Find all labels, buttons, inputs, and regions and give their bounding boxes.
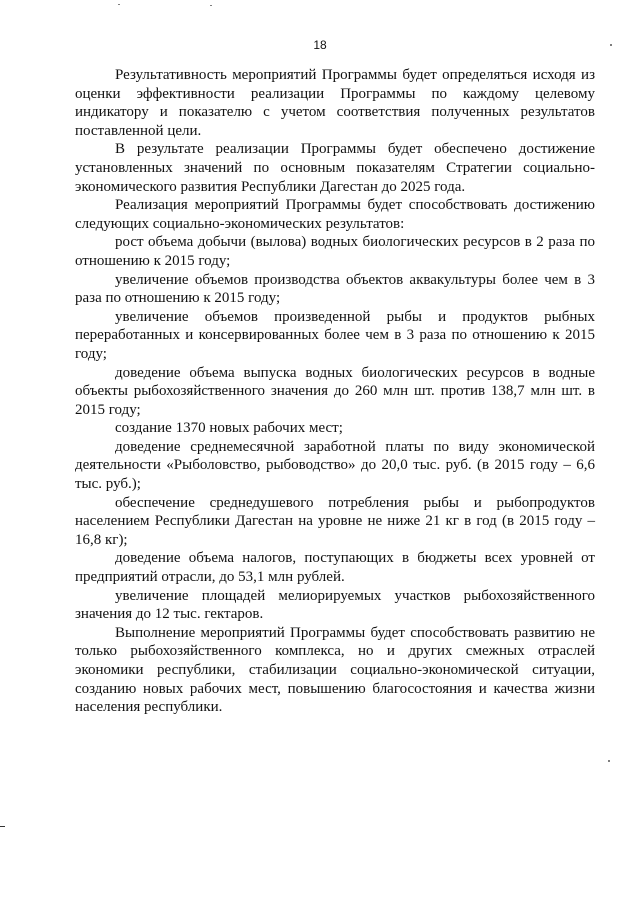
list-item: увеличение объемов производства объектов аквакультуры более чем в 3 раза по отношению к 2015 году; bbox=[75, 271, 595, 307]
scan-speck bbox=[608, 760, 610, 762]
paragraph: Реализация мероприятий Программы будет способствовать достижению следующих социально-экономических результатов: bbox=[75, 197, 595, 232]
list-item: увеличение площадей мелиорируемых участков рыбохозяйственного значения до 12 тыс. гектаров. bbox=[75, 587, 595, 623]
list-item: увеличение объемов произведенной рыбы и продуктов рыбных переработанных и консервированных более чем в 3 раза по отношению к 2015 году; bbox=[75, 308, 595, 362]
list-item: обеспечение среднедушевого потребления рыбы и рыбопродуктов населением Республики Дагестан на уровне не ниже 21 кг в год (в 2015 году – 16,8 кг); bbox=[75, 494, 595, 548]
list-item: создание 1370 новых рабочих мест; bbox=[115, 420, 343, 437]
scan-speck bbox=[610, 44, 612, 46]
list-item: доведение среднемесячной заработной платы по виду экономической деятельности «Рыболовство, рыбоводство» до 20,0 тыс. руб. (в 2015 году – 6,6 тыс. руб.); bbox=[75, 438, 595, 493]
list-item: доведение объема выпуска водных биологических ресурсов в водные объекты рыбохозяйственного значения до 260 млн шт. против 138,7 млн шт. в 2015 году; bbox=[75, 364, 595, 418]
page-number: 18 bbox=[313, 38, 327, 52]
paragraph: Выполнение мероприятий Программы будет способствовать развитию не только рыбохозяйственного комплекса, но и других смежных отраслей экономики республики, стабилизации социально-экономической ситуации, созданию новых рабочих мест, повышению благосостояния и качества жизни населения республики. bbox=[75, 624, 595, 716]
list-item: рост объема добычи (вылова) водных биологических ресурсов в 2 раза по отношению к 2015 году; bbox=[75, 234, 595, 269]
scan-speck bbox=[210, 5, 212, 6]
paragraph: Результативность мероприятий Программы будет определяться исходя из оценки эффективности реализации Программы по каждому целевому индикатору и показателю с учетом соответствия полученных результатов поставленной цели. bbox=[75, 67, 595, 139]
document-body bbox=[75, 66, 595, 717]
scan-edge-mark bbox=[0, 826, 5, 827]
list-item: доведение объема налогов, поступающих в бюджеты всех уровней от предприятий отрасли, до 53,1 млн рублей. bbox=[75, 550, 595, 586]
paragraph: В результате реализации Программы будет обеспечено достижение установленных значений по основным показателям Стратегии социально-экономического развития Республики Дагестан до 2025 года. bbox=[75, 141, 595, 195]
scan-speck bbox=[118, 4, 120, 5]
